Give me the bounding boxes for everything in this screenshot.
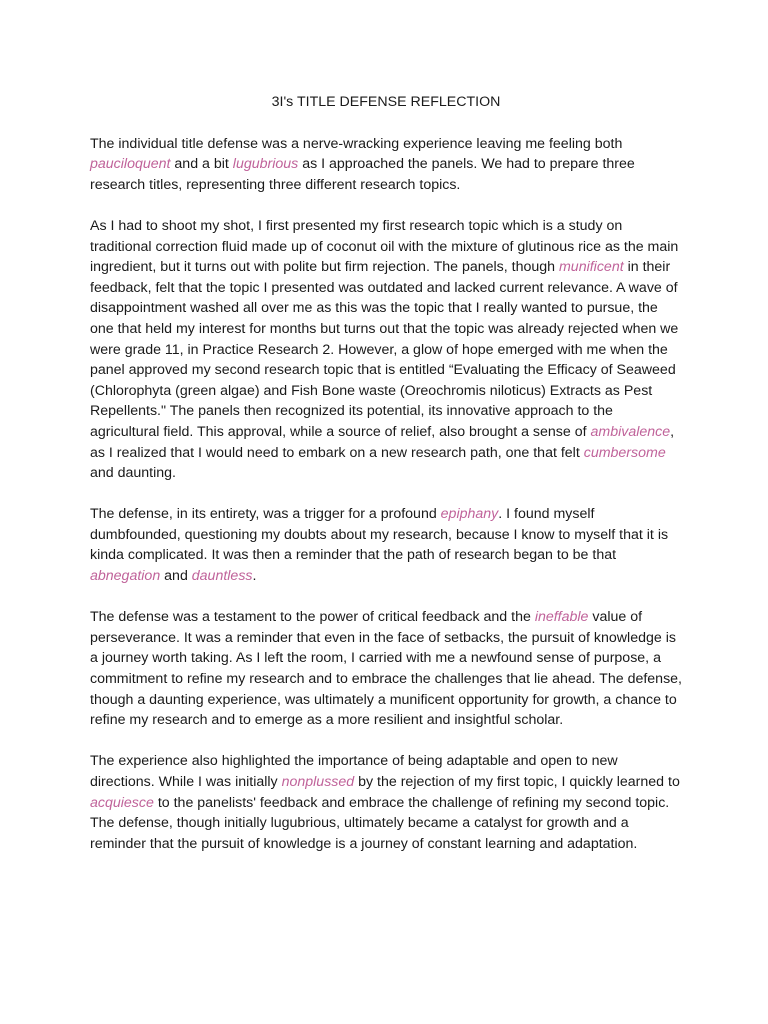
highlighted-word: acquiesce (90, 794, 154, 811)
document-title: 3I's TITLE DEFENSE REFLECTION (271, 94, 501, 110)
paragraph-3 (90, 504, 682, 586)
paragraph-text: The defense, in its entirety, was a trigger for a profound (90, 506, 441, 523)
paragraph-text: value of perseverance. It was a reminder that even in the face of setbacks, the pursuit of knowledge is a journey worth taking. As I left the room, I carried with me a newfound sense of purpose, a commitment to refine my research and to embrace the challenges that lie ahead. The defense, though a daunting experience, was ultimately a munificent opportunity for growth, a chance to refine my research and to emerge as a more resilient and insightful scholar. (90, 609, 683, 729)
paragraph-text: The individual title defense was a nerve-wracking experience leaving me feeling both (90, 135, 623, 152)
paragraph-text: , as I realized that I would need to embark on a new research path, one that felt (90, 423, 675, 461)
highlighted-word: cumbersome (583, 444, 666, 461)
paragraph-2 (90, 216, 682, 484)
paragraph-text: The experience also highlighted the importance of being adaptable and open to new directions. While I was initially (90, 753, 618, 790)
paragraph-text: as I approached the panels. We had to prepare three research titles, representing three different research topics. (90, 156, 635, 193)
paragraph-1 (90, 134, 682, 196)
paragraph-text: by the rejection of my first topic, I quickly learned to (354, 774, 680, 790)
highlighted-word: pauciloquent (90, 156, 171, 173)
paragraph-text: As I had to shoot my shot, I first presented my first research topic which is a study on traditional correction fluid made up of coconut oil with the mixture of glutinous rice as the main ingredient, but it turns out with polite but firm rejection. The panels, though (90, 217, 679, 276)
highlighted-word: ineffable (534, 609, 589, 626)
paragraph-4 (90, 607, 682, 731)
paragraph-text: to the panelists' feedback and embrace the challenge of refining my second topic. The defense, though initially lugubrious, ultimately became a catalyst for growth and a reminder that the pursuit of knowledge is a journey of constant learning and adaptation. (90, 794, 670, 852)
paragraph-text: and daunting. (90, 465, 176, 482)
highlighted-word: nonplussed (281, 774, 355, 790)
document-page (90, 92, 682, 875)
paragraph-text: and a bit (170, 156, 233, 173)
paragraph-text: . I found myself dumbfounded, questioning my doubts about my research, because I know to myself that it is kinda complicated. It was then a reminder that the path of research began to be that (90, 506, 669, 564)
highlighted-word: dauntless (191, 568, 253, 585)
highlighted-word: ambivalence (590, 423, 671, 440)
paragraph-text: and (160, 568, 192, 585)
paragraph-5 (90, 751, 682, 854)
highlighted-word: munificent (558, 259, 624, 276)
highlighted-word: abnegation (90, 568, 161, 585)
highlighted-word: epiphany (440, 506, 499, 523)
paragraph-text: The defense was a testament to the power of critical feedback and the (90, 609, 535, 626)
paragraph-text: . (252, 568, 257, 585)
document-body (90, 134, 682, 855)
highlighted-word: lugubrious (232, 156, 299, 173)
paragraph-text: in their feedback, felt that the topic I presented was outdated and lacked current relevance. A wave of disappointment washed all over me as this was the topic that I really wanted to pursue, the one that held my interest for months but turns out that the topic was already rejected when we were grade 11, in Practice Research 2. However, a glow of hope emerged with me when the panel approved my second research topic that is entitled “Evaluating the Efficacy of Seaweed (Chlorophyta (green algae) and Fish Bone waste (Oreochromis niloticus) Extracts as Pest Repellents." The panels then recognized its potential, its innovative approach to the agricultural field. This approval, while a source of relief, also brought a sense of (90, 259, 679, 440)
